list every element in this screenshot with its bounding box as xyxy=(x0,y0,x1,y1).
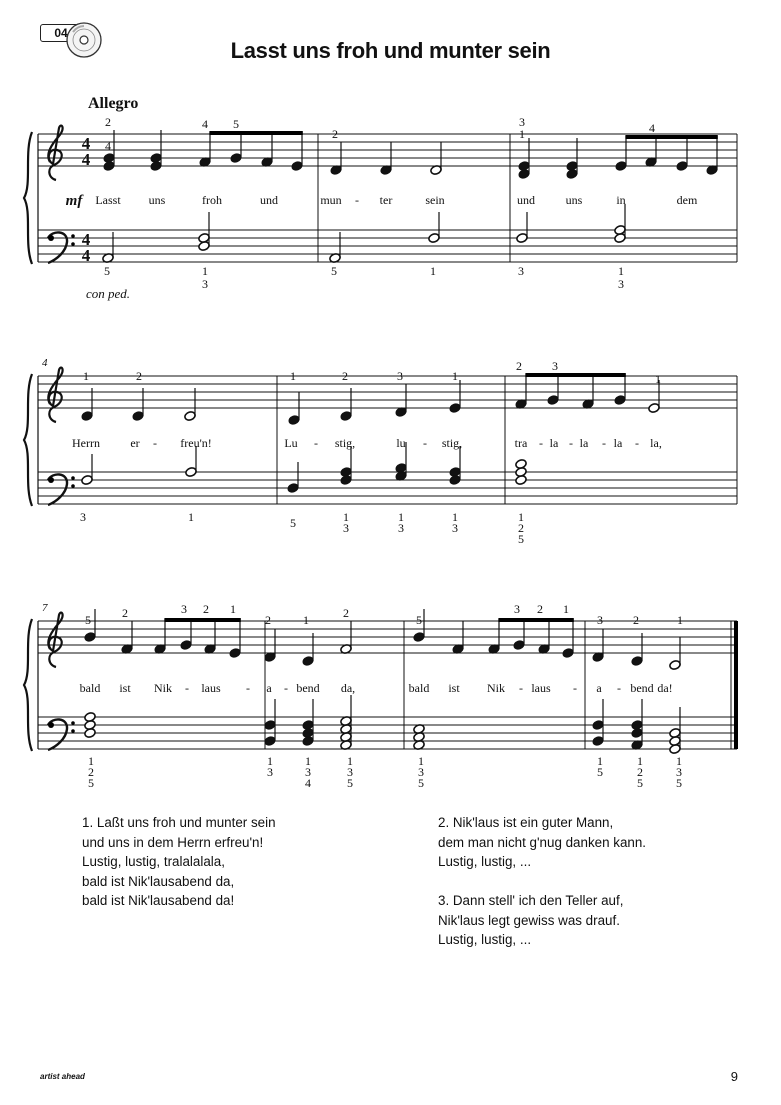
lyric-syllable: - xyxy=(284,681,288,695)
lh-fingering: 3 xyxy=(80,510,86,524)
lyric-syllable: laus xyxy=(201,681,221,695)
lyric-syllable: Lasst xyxy=(95,193,121,207)
rh-fingering: 3 xyxy=(181,602,187,616)
lyric-syllable: - xyxy=(617,681,621,695)
bass-note-head xyxy=(302,720,314,731)
bass-note-head xyxy=(287,483,299,494)
verse-1 xyxy=(82,813,276,911)
note-head xyxy=(614,395,626,406)
note-head xyxy=(631,656,643,667)
lyric-syllable: laus xyxy=(531,681,551,695)
time-signature-bottom: 4 xyxy=(81,246,91,265)
lyric-syllable: - xyxy=(539,436,543,450)
lyric-syllable: stig, xyxy=(441,436,463,450)
rh-fingering: 1 xyxy=(519,127,525,141)
note-head xyxy=(518,161,530,172)
lh-fingering: 3 xyxy=(347,765,353,779)
lyric-syllable: Nik xyxy=(154,681,172,695)
lyric-syllable: - xyxy=(246,681,250,695)
lh-fingering: 1 xyxy=(267,754,273,768)
lh-fingering: 2 xyxy=(518,521,524,535)
bass-note-head xyxy=(592,736,604,747)
lyric-syllable: und xyxy=(260,193,278,207)
rh-fingering: 2 xyxy=(265,613,271,627)
lyric-syllable: - xyxy=(185,681,189,695)
lyric-syllable: - xyxy=(635,436,639,450)
lh-fingering: 5 xyxy=(104,264,110,278)
rh-fingering: 2 xyxy=(633,613,639,627)
lh-fingering: 1 xyxy=(202,264,208,278)
note-head xyxy=(513,640,525,651)
final-barline-thick xyxy=(734,621,738,749)
lh-fingering: 3 xyxy=(202,277,208,291)
lh-fingering: 1 xyxy=(676,754,682,768)
verse-line: und uns in dem Herrn erfreu'n! xyxy=(82,834,264,850)
verse-line: Lustig, lustig, tralalalala, xyxy=(82,854,225,869)
rh-fingering: 1 xyxy=(290,369,296,383)
lh-fingering: 1 xyxy=(305,754,311,768)
bass-clef-dot xyxy=(71,476,75,480)
measure-number: 7 xyxy=(42,602,48,614)
lh-fingering: 3 xyxy=(305,765,311,779)
note-head xyxy=(648,403,660,414)
lh-fingering: 3 xyxy=(676,765,682,779)
lh-fingering: 2 xyxy=(637,765,643,779)
brace-icon xyxy=(24,619,32,751)
note-head xyxy=(180,640,192,651)
verse-column-right xyxy=(438,813,646,969)
rh-fingering: 4 xyxy=(105,139,111,153)
brace-icon xyxy=(24,374,32,506)
verse-2 xyxy=(438,891,646,950)
bass-note-head xyxy=(669,728,681,739)
verse-line: bald ist Nik'lausabend da! xyxy=(82,893,235,908)
note-head xyxy=(340,411,352,422)
lh-fingering: 5 xyxy=(418,776,424,790)
lyric-syllable: - xyxy=(569,436,573,450)
bass-note-head xyxy=(614,225,626,236)
rh-fingering: 4 xyxy=(649,121,655,135)
rh-fingering: 2 xyxy=(122,606,128,620)
measure-number: 4 xyxy=(42,357,48,369)
publisher-logo: artist ahead xyxy=(40,1072,85,1081)
note-beam xyxy=(164,618,240,622)
rh-fingering: 2 xyxy=(537,602,543,616)
brace-icon xyxy=(24,132,32,264)
bass-note-head xyxy=(592,720,604,731)
rh-fingering: 5 xyxy=(85,613,91,627)
verse-1 xyxy=(438,813,646,872)
rh-fingering: 5 xyxy=(233,117,239,131)
rh-fingering: 2 xyxy=(203,602,209,616)
lyric-syllable: bend xyxy=(630,681,654,695)
tempo-marking: Allegro xyxy=(88,95,139,112)
lyric-syllable: bald xyxy=(408,681,430,695)
bass-clef-dot xyxy=(71,721,75,725)
verse-line: 1. Laßt uns froh und munter sein xyxy=(82,815,276,830)
lh-fingering: 5 xyxy=(331,264,337,278)
note-head xyxy=(615,161,627,172)
lyric-syllable: - xyxy=(355,193,359,207)
note-head xyxy=(413,632,425,643)
rh-fingering: 2 xyxy=(136,369,142,383)
verse-line: Nik'laus legt gewiss was drauf. xyxy=(438,912,620,928)
bass-staff xyxy=(38,230,737,262)
rh-fingering: 5 xyxy=(416,613,422,627)
lyric-syllable: Herrn xyxy=(72,436,100,450)
lyric-syllable: Lu xyxy=(284,436,298,450)
verse-line: bald ist Nik'lausabend da, xyxy=(82,873,235,889)
lyric-syllable: la xyxy=(579,436,589,450)
lh-fingering: 5 xyxy=(676,776,682,790)
lyric-syllable: la xyxy=(613,436,623,450)
note-head xyxy=(566,161,578,172)
lyric-syllable: da! xyxy=(657,681,673,695)
rh-fingering: 1 xyxy=(655,372,661,386)
lyric-syllable: - xyxy=(314,436,318,450)
bass-note-head xyxy=(449,467,461,478)
lh-fingering: 1 xyxy=(597,754,603,768)
lyric-syllable: bend xyxy=(296,681,320,695)
verse-line: 2. Nik'laus ist ein guter Mann, xyxy=(438,815,614,830)
lyric-syllable: dem xyxy=(676,193,698,207)
bass-note-head xyxy=(185,467,197,478)
note-head xyxy=(562,648,574,659)
lh-fingering: 5 xyxy=(290,516,296,530)
lyric-syllable: da, xyxy=(340,681,356,695)
time-signature-top: 4 xyxy=(81,230,91,249)
bass-clef-dot xyxy=(48,477,54,483)
bass-note-head xyxy=(340,467,352,478)
rh-fingering: 1 xyxy=(303,613,309,627)
lyric-syllable: mun xyxy=(320,193,342,207)
rh-fingering: 2 xyxy=(105,115,111,129)
lyric-syllable: - xyxy=(519,681,523,695)
rh-fingering: 3 xyxy=(597,613,603,627)
time-signature-bottom: 4 xyxy=(81,150,91,169)
lh-fingering: 1 xyxy=(347,754,353,768)
bass-clef-dot xyxy=(71,729,75,733)
pedal-marking: con ped. xyxy=(86,286,131,301)
bass-clef-dot xyxy=(48,722,54,728)
lyric-syllable: tra xyxy=(514,436,528,450)
note-head xyxy=(302,656,314,667)
note-beam xyxy=(209,131,302,135)
bass-note-head xyxy=(81,475,93,486)
lyric-syllable: la, xyxy=(650,436,662,450)
lyric-syllable: ist xyxy=(119,681,131,695)
lyric-syllable: - xyxy=(573,681,577,695)
rh-fingering: 2 xyxy=(332,127,338,141)
lh-fingering: 5 xyxy=(88,776,94,790)
lyric-syllable: bald xyxy=(79,681,101,695)
note-head xyxy=(184,411,196,422)
lyric-syllable: uns xyxy=(148,193,166,207)
lyric-syllable: und xyxy=(517,193,535,207)
rh-fingering: 1 xyxy=(452,369,458,383)
lyric-syllable: ist xyxy=(448,681,460,695)
bass-staff xyxy=(38,472,737,504)
song-title: Lasst uns froh und munter sein xyxy=(230,38,551,63)
note-head xyxy=(676,161,688,172)
note-head xyxy=(547,395,559,406)
rh-fingering: 3 xyxy=(519,115,525,129)
verse-line: 3. Dann stell' ich den Teller auf, xyxy=(438,893,624,908)
rh-fingering: 3 xyxy=(514,602,520,616)
lyric-syllable: a xyxy=(596,681,602,695)
note-head xyxy=(84,632,96,643)
note-head xyxy=(229,648,241,659)
rh-fingering: 1 xyxy=(83,369,89,383)
bass-clef-dot xyxy=(48,235,54,241)
note-head xyxy=(669,660,681,671)
note-head xyxy=(103,153,115,164)
lh-fingering: 1 xyxy=(343,510,349,524)
rh-fingering: 1 xyxy=(563,602,569,616)
lh-fingering: 3 xyxy=(518,264,524,278)
lh-fingering: 3 xyxy=(267,765,273,779)
lh-fingering: 1 xyxy=(618,264,624,278)
note-head xyxy=(288,415,300,426)
bass-note-head xyxy=(428,233,440,244)
rh-fingering: 4 xyxy=(202,117,208,131)
bass-clef-dot xyxy=(71,484,75,488)
lh-fingering: 1 xyxy=(398,510,404,524)
lyric-syllable: froh xyxy=(202,193,222,207)
lh-fingering: 1 xyxy=(518,510,524,524)
bass-clef-dot xyxy=(71,242,75,246)
rh-fingering: 3 xyxy=(552,359,558,373)
bass-note-head xyxy=(516,233,528,244)
time-signature-top: 4 xyxy=(81,134,91,153)
bass-note-head xyxy=(84,712,96,723)
note-head xyxy=(132,411,144,422)
note-beam xyxy=(525,373,625,377)
lh-fingering: 5 xyxy=(347,776,353,790)
rh-fingering: 2 xyxy=(343,606,349,620)
lh-fingering: 3 xyxy=(618,277,624,291)
lyric-syllable: in xyxy=(616,193,626,207)
lh-fingering: 1 xyxy=(418,754,424,768)
note-beam xyxy=(498,618,573,622)
lh-fingering: 5 xyxy=(518,532,524,546)
lh-fingering: 1 xyxy=(188,510,194,524)
track-number-badge: 04 xyxy=(40,24,82,42)
note-head xyxy=(150,153,162,164)
bass-note-head xyxy=(264,720,276,731)
lyric-syllable: a xyxy=(266,681,272,695)
lh-fingering: 5 xyxy=(637,776,643,790)
lyric-syllable: ter xyxy=(379,193,393,207)
note-head xyxy=(230,153,242,164)
bass-note-head xyxy=(631,720,643,731)
note-head xyxy=(81,411,93,422)
rh-fingering: 2 xyxy=(342,369,348,383)
lyric-syllable: lu xyxy=(396,436,406,450)
lyric-syllable: sein xyxy=(425,193,445,207)
verse-column-left xyxy=(82,813,276,930)
verse-line: Lustig, lustig, ... xyxy=(438,932,532,947)
dynamic-marking: mf xyxy=(65,193,83,209)
lyric-syllable: la xyxy=(549,436,559,450)
rh-fingering: 1 xyxy=(230,602,236,616)
verse-line: dem man nicht g'nug danken kann. xyxy=(438,834,647,850)
bass-note-head xyxy=(264,736,276,747)
lh-fingering: 3 xyxy=(418,765,424,779)
lyric-syllable: - xyxy=(153,436,157,450)
lh-fingering: 1 xyxy=(637,754,643,768)
lyric-syllable: er xyxy=(130,436,140,450)
lyric-syllable: uns xyxy=(565,193,583,207)
lh-fingering: 4 xyxy=(305,776,311,790)
rh-fingering: 1 xyxy=(677,613,683,627)
lyric-syllable: - xyxy=(602,436,606,450)
page-number: 9 xyxy=(730,1069,738,1084)
bass-note-head xyxy=(198,233,210,244)
note-beam xyxy=(625,135,717,139)
lh-fingering: 3 xyxy=(343,521,349,535)
lh-fingering: 3 xyxy=(452,521,458,535)
lh-fingering: 1 xyxy=(430,264,436,278)
bass-clef-dot xyxy=(71,234,75,238)
lyric-syllable: Nik xyxy=(487,681,505,695)
rh-fingering: 2 xyxy=(516,359,522,373)
verse-line: Lustig, lustig, ... xyxy=(438,854,532,869)
lh-fingering: 1 xyxy=(452,510,458,524)
lh-fingering: 1 xyxy=(88,754,94,768)
lyric-syllable: freu'n! xyxy=(180,436,212,450)
note-head xyxy=(291,161,303,172)
lyric-syllable: - xyxy=(423,436,427,450)
lh-fingering: 5 xyxy=(597,765,603,779)
lh-fingering: 2 xyxy=(88,765,94,779)
note-head xyxy=(449,403,461,414)
bass-note-head xyxy=(515,459,527,470)
lyric-syllable: stig, xyxy=(334,436,356,450)
lh-fingering: 3 xyxy=(398,521,404,535)
rh-fingering: 3 xyxy=(397,369,403,383)
